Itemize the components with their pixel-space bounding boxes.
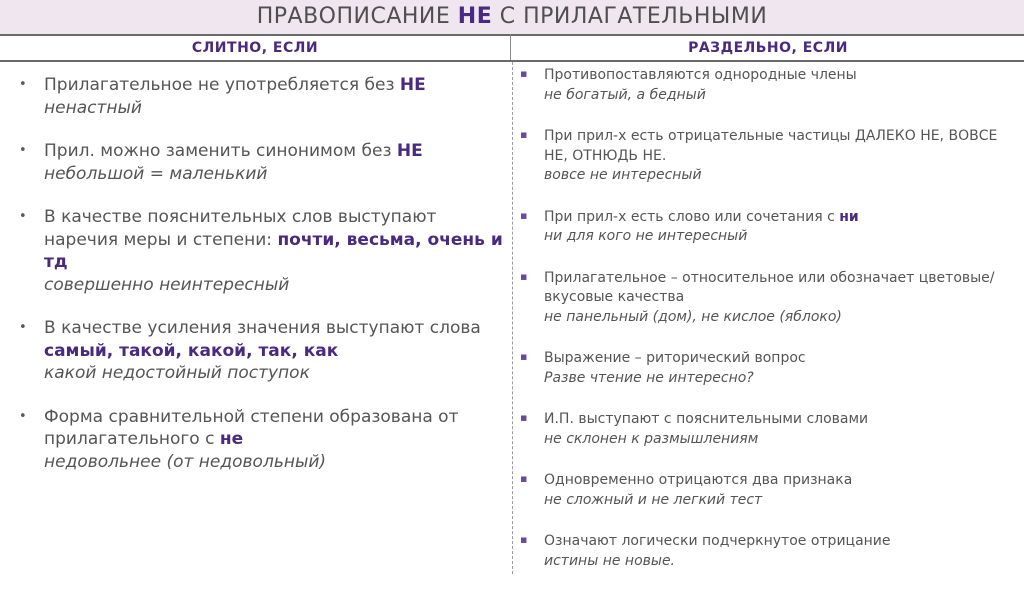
list-item <box>0 140 506 185</box>
list-item <box>518 66 1018 105</box>
square-bullet-icon: ▪ <box>520 350 528 363</box>
header-right: РАЗДЕЛЬНО, ЕСЛИ <box>688 40 848 56</box>
rule-text: Выражение – риторический вопрос <box>544 350 806 366</box>
page-title <box>0 0 1024 34</box>
rule-example: истины не новые. <box>544 552 676 569</box>
rule-keyword: ни <box>839 208 859 225</box>
rule-example: какой недостойный поступок <box>44 363 310 383</box>
square-bullet-icon: ▪ <box>520 67 528 80</box>
list-item <box>518 471 1018 510</box>
rule-keyword: не <box>219 429 244 449</box>
rule-example: не панельный (дом), не кислое (яблоко) <box>544 308 842 325</box>
title-bold: НЕ <box>457 4 493 29</box>
rule-text: При прил-х есть слово или сочетания с <box>544 208 840 225</box>
rule-text: Противопоставляются однородные члены <box>544 67 857 83</box>
rule-keyword: НЕ <box>399 75 426 95</box>
bullet-icon: • <box>19 77 27 92</box>
rule-example: небольшой = маленький <box>44 163 268 184</box>
rule-text: Прил. можно заменить синонимом без <box>44 141 397 161</box>
rule-text: В качестве усиления значения выступают слова <box>44 318 481 338</box>
list-item <box>518 127 1018 186</box>
rule-example: не склонен к размышлениям <box>544 430 759 447</box>
list-item <box>518 208 1018 247</box>
header-left: СЛИТНО, ЕСЛИ <box>191 40 319 56</box>
list-item <box>0 317 506 385</box>
bullet-icon: • <box>19 209 27 224</box>
list-item <box>0 74 506 119</box>
rule-text: И.П. выступают с пояснительными словами <box>544 411 869 427</box>
rule-example: не богатый, а бедный <box>544 86 706 103</box>
rules-table <box>0 34 1024 574</box>
rule-example: не сложный и не легкий тест <box>544 491 763 508</box>
rule-text: При прил-х есть отрицательные частицы ДАЛЕКО НЕ, ВОВСЕ НЕ, ОТНЮДЬ НЕ. <box>544 128 998 164</box>
square-bullet-icon: ▪ <box>520 411 528 424</box>
rule-example: ни для кого не интересный <box>544 228 748 244</box>
square-bullet-icon: ▪ <box>520 269 528 283</box>
square-bullet-icon: ▪ <box>520 208 528 222</box>
column-divider <box>512 62 513 574</box>
rule-example: Разве чтение не интересно? <box>544 369 754 386</box>
rule-example: вовсе не интересный <box>544 167 702 183</box>
list-item <box>518 410 1018 449</box>
rule-text: Прилагательное – относительное или обозначает цветовые/вкусовые качества <box>544 269 995 305</box>
right-column <box>518 66 1018 593</box>
title-suffix: С ПРИЛАГАТЕЛЬНЫМИ <box>492 4 768 29</box>
rule-example: совершенно неинтересный <box>44 274 290 295</box>
rule-text: Прилагательное не употребляется без <box>44 75 400 95</box>
rule-text: Означают логически подчеркнутое отрицание <box>544 533 891 549</box>
rule-example: недовольнее (от недовольный) <box>44 451 327 472</box>
bullet-icon: • <box>19 143 27 158</box>
list-item <box>518 349 1018 388</box>
left-column <box>0 74 506 494</box>
list-item <box>518 269 1018 328</box>
square-bullet-icon: ▪ <box>520 128 528 141</box>
square-bullet-icon: ▪ <box>520 533 528 546</box>
bullet-icon: • <box>19 320 27 335</box>
header-divider <box>510 34 511 62</box>
square-bullet-icon: ▪ <box>520 472 528 485</box>
list-item <box>0 406 506 474</box>
bullet-icon: • <box>19 408 27 424</box>
rule-text: В качестве пояснительных слов выступают наречия меры и степени: <box>44 207 437 250</box>
list-item <box>0 206 506 296</box>
rule-text: Одновременно отрицаются два признака <box>544 472 853 488</box>
rule-keyword: почти, весьма, очень и тд <box>44 229 503 272</box>
title-prefix: ПРАВОПИСАНИЕ <box>256 4 458 29</box>
rule-text: Форма сравнительной степени образована от прилагательного с <box>44 406 459 449</box>
list-item <box>518 532 1018 571</box>
rule-keyword: НЕ <box>396 141 423 161</box>
rule-keyword: самый, такой, какой, так, как <box>44 340 339 361</box>
rule-example: ненастный <box>44 97 142 118</box>
